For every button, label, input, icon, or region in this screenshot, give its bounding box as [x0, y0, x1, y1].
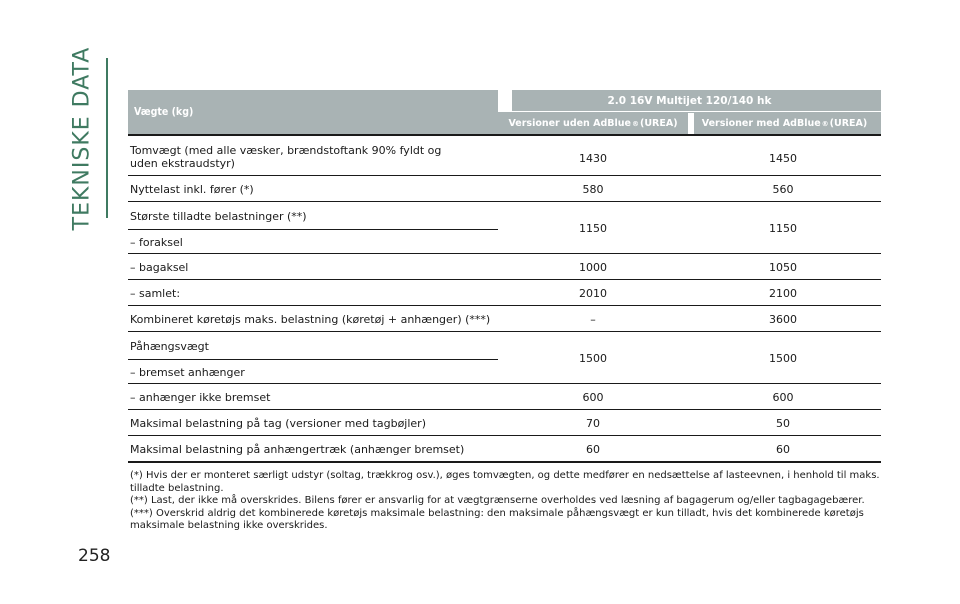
- row-label: – anhænger ikke bremset: [130, 391, 271, 404]
- header-version-without-adblue: Versioner uden AdBlue ® (UREA): [508, 118, 678, 129]
- section-title-rule: [106, 58, 108, 218]
- value-with-adblue: 3600: [769, 313, 797, 326]
- row-label: Tomvægt (med alle væsker, brændstoftank 90% fyldt og uden ekstraudstyr): [130, 144, 442, 170]
- footnote: (*) Hvis der er monteret særligt udstyr (soltag, trækkrog osv.), øges tomvægten, og dette medfører en nedsættelse af lasteevnen, i henhold til maks. tilladte belastning.: [130, 470, 880, 494]
- value-with-adblue: 1050: [769, 261, 797, 274]
- value-with-adblue: 560: [772, 183, 794, 196]
- value-with-adblue: 600: [772, 391, 794, 404]
- row-label: Største tilladte belastninger (**): [130, 210, 307, 223]
- table-row: [128, 410, 881, 436]
- value-without-adblue: 580: [582, 183, 604, 196]
- table-row: [128, 436, 881, 464]
- table-row: [128, 384, 881, 410]
- row-label: – foraksel: [130, 236, 183, 249]
- row-label: – samlet:: [130, 287, 181, 300]
- table-row: [128, 176, 881, 202]
- table-row: [128, 280, 881, 306]
- footnote: (***) Overskrid aldrig det kombinerede køretøjs maksimale belastning: den maksimale påhængsvægt er kun tilladt, hvis det kombinerede køretøjs maksimale belastning ikke overskrides.: [130, 507, 864, 531]
- row-label: – bremset anhænger: [130, 366, 245, 379]
- row-label: Maksimal belastning på anhængertræk (anhænger bremset): [130, 443, 465, 456]
- registered-mark: ®: [631, 119, 639, 128]
- table-row: [128, 134, 881, 176]
- value-with-adblue: 2100: [769, 287, 797, 300]
- weights-table: [128, 90, 881, 464]
- value-with-adblue: 1450: [769, 152, 797, 165]
- page-number: 258: [78, 546, 111, 566]
- table-header: [128, 90, 881, 134]
- header-engine: 2.0 16V Multijet 120/140 hk: [498, 90, 881, 112]
- value-without-adblue: 70: [586, 417, 600, 430]
- value-without-adblue: 600: [582, 391, 604, 404]
- value-without-adblue: 1500: [579, 352, 607, 365]
- table-row: [128, 306, 881, 332]
- value-without-adblue: 60: [586, 443, 600, 456]
- row-label: – bagaksel: [130, 261, 189, 274]
- table-row: [128, 254, 881, 280]
- section-title-vertical: [62, 46, 102, 230]
- table-row: [128, 332, 881, 384]
- footnotes: [130, 470, 880, 533]
- footnote: (**) Last, der ikke må overskrides. Bilens fører er ansvarlig for at vægtgrænserne overholdes ved læsning af bagagerum og/eller tagbagagebærer.: [130, 495, 865, 506]
- value-without-adblue: –: [590, 313, 596, 326]
- section-title-text: TEKNISKE DATA: [69, 46, 95, 230]
- table-row: [128, 202, 881, 254]
- row-label: Maksimal belastning på tag (versioner med tagbøjler): [130, 417, 426, 430]
- value-with-adblue: 60: [776, 443, 790, 456]
- registered-mark: ®: [821, 119, 829, 128]
- header-weights: Vægte (kg): [134, 106, 194, 118]
- value-with-adblue: 1500: [769, 352, 797, 365]
- header-version-with-adblue: Versioner med AdBlue ® (UREA): [701, 118, 868, 129]
- row-label: Kombineret køretøjs maks. belastning (køretøj + anhænger) (***): [130, 313, 491, 326]
- value-without-adblue: 2010: [579, 287, 607, 300]
- value-without-adblue: 1150: [579, 222, 607, 235]
- row-label: Nyttelast inkl. fører (*): [130, 183, 254, 196]
- value-without-adblue: 1430: [579, 152, 607, 165]
- value-with-adblue: 1150: [769, 222, 797, 235]
- row-label: Påhængsvægt: [130, 340, 209, 353]
- value-without-adblue: 1000: [579, 261, 607, 274]
- value-with-adblue: 50: [776, 417, 790, 430]
